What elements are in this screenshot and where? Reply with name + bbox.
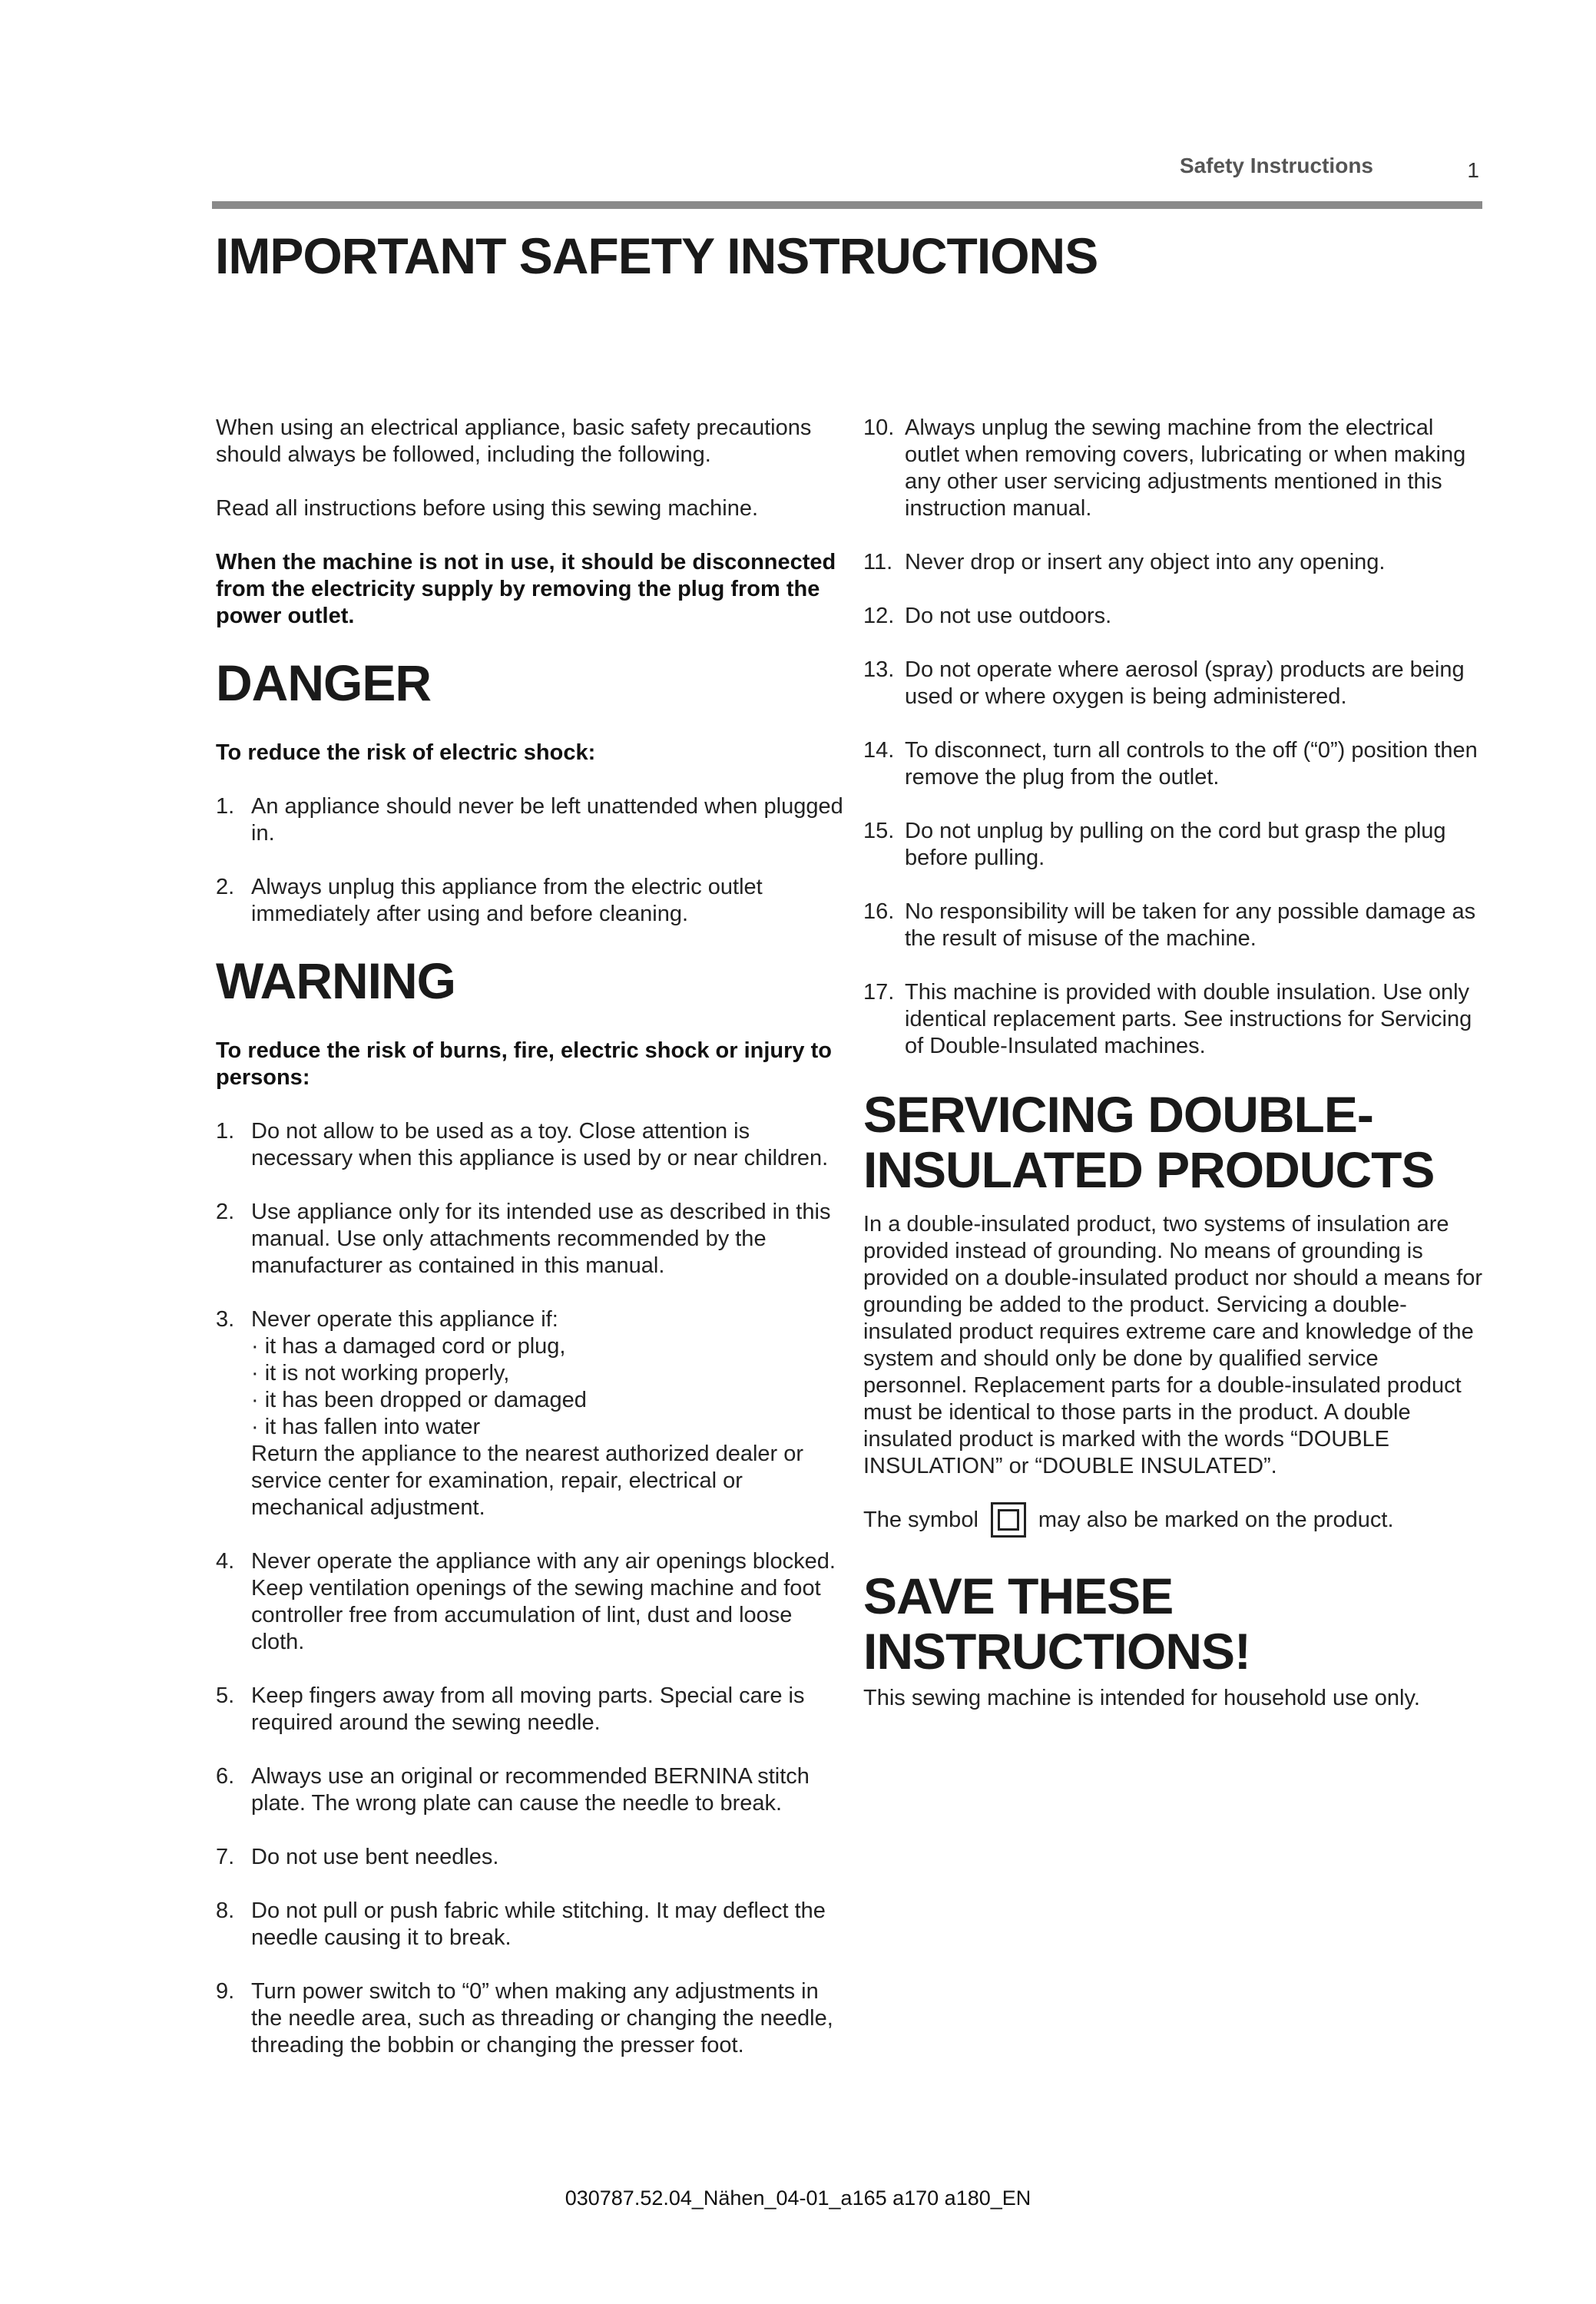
save-heading-line-2: INSTRUCTIONS! [863, 1623, 1250, 1680]
item-number: 15. [863, 819, 895, 843]
servicing-heading-line-1: SERVICING DOUBLE- [863, 1086, 1373, 1143]
item-text: Never operate the appliance with any air openings blocked. Keep ventilation openings of the sewing machine and foot controller free from accumulation of lint, dust and loose cloth. [251, 1549, 836, 1654]
symbol-note-after: may also be marked on the product. [1038, 1507, 1394, 1532]
item-number: 2. [216, 875, 235, 899]
danger-subheading: To reduce the risk of electric shock: [216, 740, 596, 765]
item-number: 6. [216, 1764, 235, 1789]
item-number: 12. [863, 604, 895, 628]
item-text: Do not use bent needles. [251, 1845, 499, 1869]
page-title: IMPORTANT SAFETY INSTRUCTIONS [215, 227, 1098, 284]
item-number: 10. [863, 415, 895, 440]
save-heading-line-1: SAVE THESE [863, 1567, 1174, 1624]
list-item [216, 793, 846, 847]
item-text: This machine is provided with double insulation. Use only identical replacement parts. See instructions for Servicing of Double-Insulated machines. [905, 980, 1472, 1058]
item-text: Always use an original or recommended BERNINA stitch plate. The wrong plate can cause the needle to break. [251, 1764, 810, 1816]
list-item [863, 603, 1485, 630]
list-item [863, 818, 1485, 872]
item-text: Always unplug this appliance from the electric outlet immediately after using and before cleaning. [251, 875, 763, 926]
list-item [216, 874, 846, 928]
save-body: This sewing machine is intended for household use only. [863, 1686, 1420, 1710]
item-number: 13. [863, 657, 895, 682]
item-text: Always unplug the sewing machine from the electrical outlet when removing covers, lubricating or when making any other user servicing adjustments mentioned in this instruction manual. [905, 415, 1466, 521]
symbol-note-before: The symbol [863, 1507, 978, 1532]
list-item [863, 657, 1485, 710]
servicing-heading [863, 1087, 1485, 1197]
item-text: Do not operate where aerosol (spray) products are being used or where oxygen is being administered. [905, 657, 1465, 709]
intro-paragraph-2: Read all instructions before using this sewing machine. [216, 496, 759, 521]
item-text: Turn power switch to “0” when making any adjustments in the needle area, such as threading or changing the needle, threading the bobbin or changing the presser foot. [251, 1979, 833, 2057]
warning-heading: WARNING [216, 952, 455, 1009]
item-number: 1. [216, 1119, 235, 1144]
list-item [216, 1898, 846, 1951]
page-number: 1 [1467, 158, 1479, 182]
item-number: 7. [216, 1845, 235, 1869]
list-item [863, 979, 1485, 1060]
item-number: 1. [216, 794, 235, 819]
list-item [216, 1548, 846, 1656]
list-item [863, 549, 1485, 576]
list-item [216, 1118, 846, 1172]
header-section-title: Safety Instructions [1179, 154, 1373, 177]
intro-paragraph-3: When the machine is not in use, it should be disconnected from the electricity supply by removing the plug from the power outlet. [216, 550, 836, 628]
servicing-body: In a double-insulated product, two systems of insulation are provided instead of grounding. No means of grounding is provided on a double-insulated product nor should a means for grounding be added to the product. Servicing a double-insulated product requires extreme care and knowledge of the system and should only be done by qualified service personnel. Replacement parts for a double-insulated product must be identical to those parts in the product. A double insulated product is marked with the words “DOUBLE INSULATION” or “DOUBLE INSULATED”. [863, 1212, 1483, 1478]
item-number: 17. [863, 980, 895, 1005]
item-text: Do not use outdoors. [905, 604, 1112, 628]
list-item [216, 1683, 846, 1736]
intro-paragraph-1: When using an electrical appliance, basic safety precautions should always be followed, including the following. [216, 415, 812, 467]
list-item [216, 1199, 846, 1279]
item-text: No responsibility will be taken for any possible damage as the result of misuse of the machine. [905, 899, 1476, 951]
item-text: To disconnect, turn all controls to the off (“0”) position then remove the plug from the outlet. [905, 738, 1478, 790]
double-insulation-icon [991, 1502, 1026, 1538]
item-number: 4. [216, 1549, 235, 1574]
servicing-heading-line-2: INSULATED PRODUCTS [863, 1141, 1435, 1198]
list-item [863, 415, 1485, 522]
footer-document-code: 030787.52.04_Nähen_04-01_a165 a170 a180_EN [565, 2186, 1031, 2210]
item-number: 9. [216, 1979, 235, 2004]
right-column [863, 415, 1485, 1739]
item-text: Do not unplug by pulling on the cord but grasp the plug before pulling. [905, 819, 1446, 870]
list-item [216, 1306, 846, 1521]
item-number: 5. [216, 1683, 235, 1708]
item-number: 8. [216, 1898, 235, 1923]
item-text: An appliance should never be left unattended when plugged in. [251, 794, 843, 846]
list-item [216, 1978, 846, 2059]
continued-warning-list [863, 415, 1485, 1060]
list-item [216, 1763, 846, 1817]
save-heading [863, 1568, 1485, 1679]
item-text: Keep fingers away from all moving parts. Special care is required around the sewing needle. [251, 1683, 805, 1735]
item-text: Use appliance only for its intended use as described in this manual. Use only attachments recommended by the manufacturer as contained in this manual. [251, 1200, 831, 1278]
item-text: Never operate this appliance if: · it has a damaged cord or plug, · it is not working properly, · it has been dropped or damaged · it has fallen into water Return the appliance to the nearest authorized dealer or service center for examination, repair, electrical or mechanical adjustment. [251, 1307, 804, 1520]
item-number: 2. [216, 1200, 235, 1224]
left-column [216, 415, 846, 2086]
header-rule [212, 201, 1482, 209]
item-number: 11. [863, 550, 893, 574]
list-item [863, 899, 1485, 952]
danger-list [216, 793, 846, 928]
warning-list [216, 1118, 846, 2059]
list-item [863, 737, 1485, 791]
item-text: Do not allow to be used as a toy. Close attention is necessary when this appliance is used by or near children. [251, 1119, 829, 1170]
item-text: Do not pull or push fabric while stitching. It may deflect the needle causing it to break. [251, 1898, 826, 1950]
item-number: 16. [863, 899, 895, 924]
symbol-note [863, 1502, 1485, 1538]
item-text: Never drop or insert any object into any opening. [905, 550, 1386, 574]
list-item [216, 1844, 846, 1871]
danger-heading: DANGER [216, 654, 432, 711]
item-number: 14. [863, 738, 895, 763]
item-number: 3. [216, 1307, 235, 1332]
warning-subheading: To reduce the risk of burns, fire, electric shock or injury to persons: [216, 1038, 832, 1090]
